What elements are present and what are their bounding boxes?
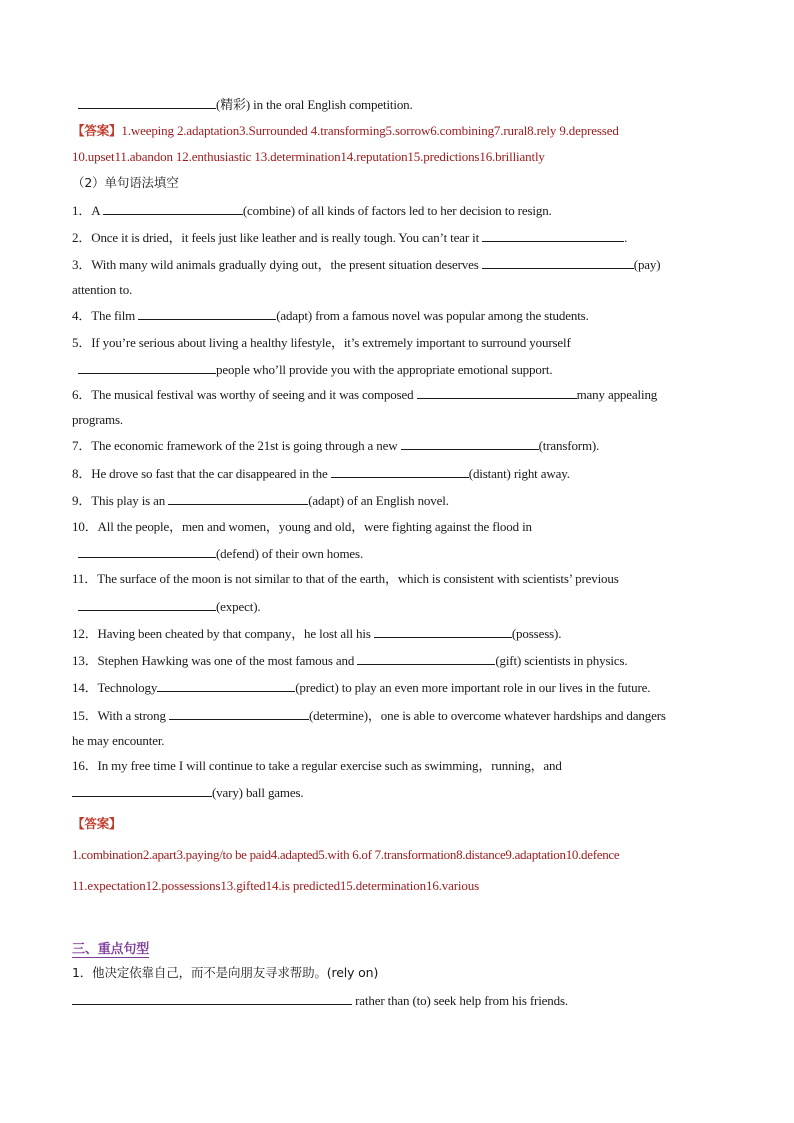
question-10: 10．All the people，men and women，young and old，were fighting against the flood in [72,519,532,534]
question-3: 3．With many wild animals gradually dying out，the present situation deserves (pay) [72,257,661,272]
question-15-continuation: he may encounter. [72,733,165,748]
answer-line-3: 1.combination2.apart3.paying/to be paid4.adapted5.with 6.of 7.transformation8.distance9.adaptation10.defence [72,847,620,862]
question-8: 8．He drove so fast that the car disappeared in the (distant) right away. [72,466,570,481]
question-3-continuation: attention to. [72,282,133,297]
question-5: 5．If you’re serious about living a healthy lifestyle，it’s extremely important to surround yourself [72,335,571,350]
answer-blank[interactable] [374,625,512,638]
sentence-question-1: 1．他决定依靠自己，而不是向朋友寻求帮助。(rely on) [72,965,379,980]
answer-blank[interactable] [417,386,577,399]
answer-blank[interactable] [331,465,469,478]
question-7: 7．The economic framework of the 21st is going through a new (transform). [72,438,600,453]
section-3-title-row [72,941,149,958]
question-14: 14．Technology (predict) to play an even more important role in our lives in the future. [72,680,651,695]
answer-blank[interactable] [157,679,295,692]
question-12: 12．Having been cheated by that company，he lost all his (possess). [72,626,562,641]
answer-blank[interactable] [138,307,276,320]
question-4: 4．The film (adapt) from a famous novel was popular among the students. [72,308,589,323]
answer-line-4: 11.expectation12.possessions13.gifted14.is predicted15.determination16.various [72,878,479,893]
answer-blank[interactable] [103,202,243,215]
question-11-continuation: (expect). [78,598,260,615]
question-15: 15．With a strong (determine)，one is able to overcome whatever hardships and dangers [72,708,666,723]
sentence-question-1-answer: rather than (to) seek help from his friends. [72,992,568,1009]
question-11: 11．The surface of the moon is not similar to that of the earth，which is consistent with scientists’ previous [72,571,619,586]
question-6: 6．The musical festival was worthy of seeing and it was composed many appealing [72,387,658,402]
answer-blank[interactable] [72,992,352,1005]
answer-line-1 [72,123,619,139]
answer-text: 1.weeping 2.adaptation3.Surrounded 4.transforming5.sorrow6.combining7.rural8.rely 9.depressed [121,123,619,138]
answer-blank[interactable] [78,361,216,374]
question-6-continuation: programs. [72,412,123,427]
question-10-continuation: (defend) of their own homes. [78,545,363,562]
answer-label-2: 【答案】 [72,816,122,831]
answer-blank[interactable] [72,784,212,797]
answer-blank[interactable] [482,229,624,242]
question-5-continuation: people who’ll provide you with the appropriate emotional support. [78,361,552,378]
section-title: （2）单句语法填空 [72,175,179,190]
answer-blank[interactable] [482,256,634,269]
answer-blank[interactable] [169,707,309,720]
question-1: 1．A (combine) of all kinds of factors led to her decision to resign. [72,203,552,218]
answer-blank[interactable] [78,545,216,558]
answer-blank[interactable] [168,492,308,505]
section-title: 三、重点句型 [72,942,150,957]
question-2: 2．Once it is dried，it feels just like leather and is really tough. You can’t tear it . [72,230,628,245]
answer-blank[interactable] [78,598,216,611]
question-16: 16．In my free time I will continue to take a regular exercise such as swimming，running，and [72,758,562,773]
prev-question-tail: (精彩) in the oral English competition. [78,96,413,113]
answer-line-2: 10.upset11.abandon 12.enthusiastic 13.determination14.reputation15.predictions16.brilliantly [72,149,545,164]
answer-label: 【答案】 [72,123,122,138]
question-13: 13．Stephen Hawking was one of the most famous and (gift) scientists in physics. [72,653,628,668]
question-9: 9．This play is an (adapt) of an English novel. [72,493,449,508]
answer-blank[interactable] [78,96,216,109]
question-16-continuation: (vary) ball games. [72,784,304,801]
answer-blank[interactable] [357,652,495,665]
answer-blank[interactable] [401,437,539,450]
